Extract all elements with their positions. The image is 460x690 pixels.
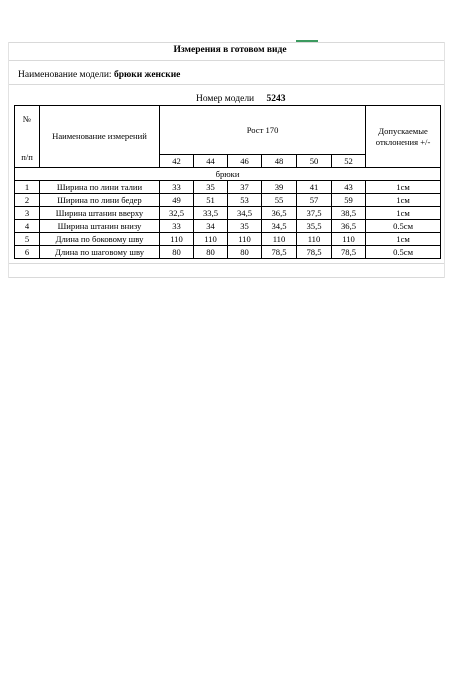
row-value: 78,5	[262, 246, 297, 259]
model-name-line	[18, 70, 180, 80]
row-value: 80	[160, 246, 194, 259]
row-tolerance: 0.5см	[366, 246, 441, 259]
size-cell: 48	[262, 155, 297, 168]
row-value: 110	[194, 233, 228, 246]
row-value: 39	[262, 181, 297, 194]
table-row	[15, 233, 441, 246]
table-row	[15, 246, 441, 259]
row-value: 51	[194, 194, 228, 207]
row-name: Ширина по лини бедер	[40, 194, 160, 207]
size-cell: 44	[194, 155, 228, 168]
gridline	[8, 60, 444, 61]
header-name-cell: Наименование измерений	[40, 106, 160, 168]
row-value: 110	[262, 233, 297, 246]
gridline	[8, 42, 444, 43]
row-value: 80	[194, 246, 228, 259]
row-value: 110	[332, 233, 366, 246]
header-number-pp: п/п	[21, 152, 33, 162]
table-row	[15, 207, 441, 220]
row-value: 80	[228, 246, 262, 259]
row-value: 110	[228, 233, 262, 246]
row-value: 34,5	[262, 220, 297, 233]
row-value: 78,5	[297, 246, 332, 259]
row-value: 33	[160, 181, 194, 194]
row-tolerance: 1см	[366, 194, 441, 207]
header-tolerance-cell: Допускаемые отклонения +/-	[366, 106, 441, 168]
row-value: 33,5	[194, 207, 228, 220]
gridline	[444, 42, 445, 278]
row-number: 1	[15, 181, 40, 194]
header-height-cell: Рост 170	[160, 106, 366, 155]
row-value: 36,5	[262, 207, 297, 220]
row-value: 36,5	[332, 220, 366, 233]
gridline	[8, 42, 9, 278]
row-tolerance: 1см	[366, 207, 441, 220]
row-number: 3	[15, 207, 40, 220]
size-cell: 42	[160, 155, 194, 168]
size-cell: 52	[332, 155, 366, 168]
model-name-value: брюки женские	[113, 70, 181, 80]
row-value: 57	[297, 194, 332, 207]
measurements-table	[14, 105, 441, 259]
size-cell: 46	[228, 155, 262, 168]
row-number: 4	[15, 220, 40, 233]
gridline	[8, 263, 444, 264]
row-name: Ширина штанин внизу	[40, 220, 160, 233]
table-row	[15, 194, 441, 207]
section-row	[15, 168, 441, 181]
size-cell: 50	[297, 155, 332, 168]
model-number-label: Номер модели	[196, 94, 255, 104]
document-title: Измерения в готовом виде	[173, 45, 287, 55]
row-value: 38,5	[332, 207, 366, 220]
row-value: 53	[228, 194, 262, 207]
row-name: Длина по шаговому шву	[40, 246, 160, 259]
row-value: 34,5	[228, 207, 262, 220]
row-tolerance: 1см	[366, 181, 441, 194]
row-name: Ширина штанин вверху	[40, 207, 160, 220]
row-value: 33	[160, 220, 194, 233]
row-value: 78,5	[332, 246, 366, 259]
model-name-label: Наименование модели:	[18, 70, 112, 80]
row-value: 35,5	[297, 220, 332, 233]
row-number: 6	[15, 246, 40, 259]
row-value: 55	[262, 194, 297, 207]
row-value: 37	[228, 181, 262, 194]
row-tolerance: 0.5см	[366, 220, 441, 233]
row-value: 35	[228, 220, 262, 233]
header-number-symbol: №	[22, 114, 32, 124]
model-number-line	[196, 94, 286, 104]
row-number: 2	[15, 194, 40, 207]
row-name: Ширина по лини талии	[40, 181, 160, 194]
row-value: 110	[297, 233, 332, 246]
row-value: 34	[194, 220, 228, 233]
row-value: 32,5	[160, 207, 194, 220]
table-row	[15, 220, 441, 233]
row-tolerance: 1см	[366, 233, 441, 246]
gridline	[8, 84, 444, 85]
model-number-value: 5243	[266, 94, 286, 104]
section-label: брюки	[15, 168, 441, 181]
row-value: 110	[160, 233, 194, 246]
row-number: 5	[15, 233, 40, 246]
row-value: 43	[332, 181, 366, 194]
row-value: 41	[297, 181, 332, 194]
row-value: 49	[160, 194, 194, 207]
table-row	[15, 181, 441, 194]
row-name: Длина по боковому шву	[40, 233, 160, 246]
header-number-cell	[15, 106, 40, 168]
row-value: 59	[332, 194, 366, 207]
gridline	[8, 277, 444, 278]
row-value: 35	[194, 181, 228, 194]
row-value: 37,5	[297, 207, 332, 220]
